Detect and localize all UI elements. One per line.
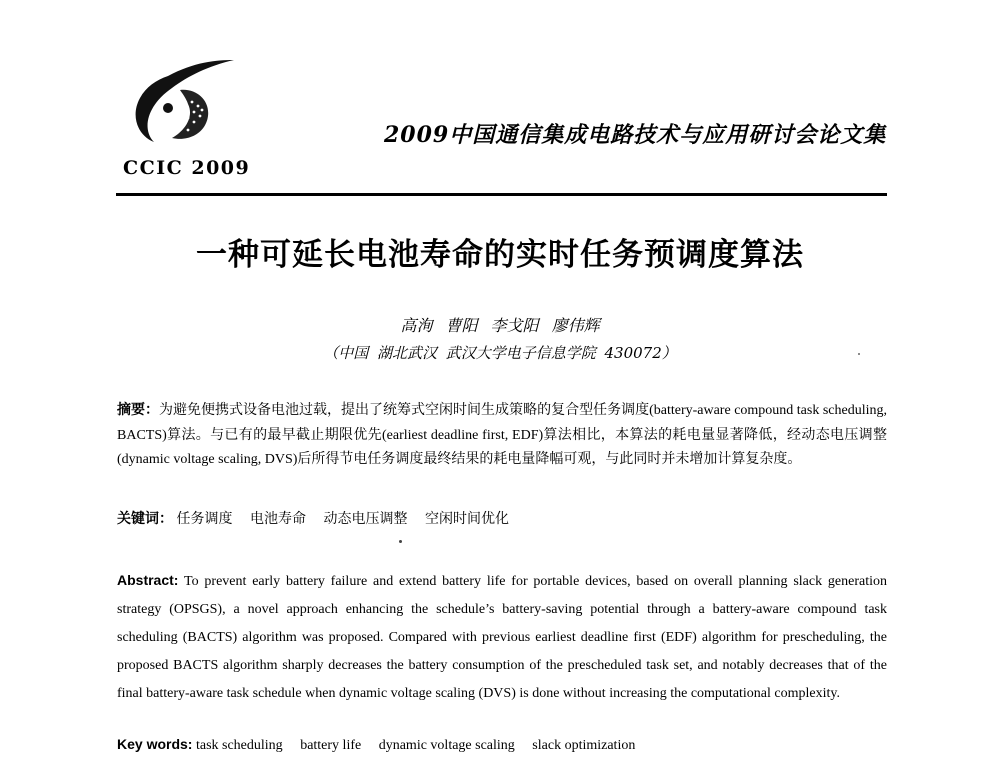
author-list bbox=[0, 313, 1000, 336]
ccic-logo bbox=[124, 60, 234, 150]
keywords-en-label: Key words: bbox=[117, 736, 193, 752]
paper-title: 一种可延长电池寿命的实时任务预调度算法 bbox=[196, 237, 804, 273]
author: 廖伟辉 bbox=[551, 316, 600, 335]
logo-caption: CCIC 2009 bbox=[123, 157, 251, 179]
keywords-cn bbox=[117, 508, 887, 528]
logo-globe bbox=[172, 90, 208, 139]
header-rule bbox=[116, 193, 887, 196]
abstract-cn-text: 为避免便携式设备电池过载，提出了统筹式空闲时间生成策略的复合型任务调度(battery-aware compound task scheduling, BACTS)算法。与已有的最早截止期限优先(earliest deadline first, EDF)算法相比，本算法的耗电量显著降低，经动态电压调整(dynamic voltage scaling, DVS)后所得节电任务调度最终结果的耗电量降幅可观，与此同时并未增加计算复杂度。 bbox=[117, 403, 888, 467]
affiliation: （中国 湖北武汉 武汉大学电子信息学院 430072） bbox=[323, 344, 677, 362]
keyword-item: 空闲时间优化 bbox=[425, 512, 509, 527]
keyword-item: 动态电压调整 bbox=[323, 512, 408, 527]
speck bbox=[858, 353, 860, 355]
proceedings-title: 2009中国通信集成电路技术与应用研讨会论文集 bbox=[384, 122, 887, 148]
keyword-item: 电池寿命 bbox=[250, 512, 306, 527]
keywords-en bbox=[117, 736, 887, 754]
author: 曹阳 bbox=[445, 316, 478, 335]
keyword-item: slack optimization bbox=[532, 738, 636, 753]
speck bbox=[399, 540, 402, 543]
keywords-cn-label: 关键词： bbox=[117, 511, 173, 527]
keyword-item: dynamic voltage scaling bbox=[378, 738, 515, 753]
abstract-cn-label: 摘要： bbox=[117, 402, 160, 418]
keyword-item: task scheduling bbox=[195, 738, 283, 753]
keyword-item: 任务调度 bbox=[176, 512, 233, 527]
abstract-cn bbox=[117, 398, 887, 473]
abstract-en-label: Abstract: bbox=[117, 572, 179, 588]
abstract-en-text: To prevent early battery failure and extend battery life for portable devices, based on overall planning slack generation strategy (OPSGS), a novel approach enhancing the schedule’s battery-saving potential through a battery-aware compound task scheduling (BACTS) algorithm was proposed. Compared with previous earliest deadline first (EDF) algorithm for prescheduling, the proposed BACTS algorithm sharply decreases the battery consumption of the prescheduled task set, and notably decreases that of the final battery-aware task schedule when dynamic voltage scaling (DVS) is done without increasing the computational complexity. bbox=[117, 574, 888, 701]
author: 高洵 bbox=[400, 316, 433, 335]
abstract-en bbox=[117, 566, 887, 708]
logo-dot bbox=[163, 103, 173, 113]
keyword-item: battery life bbox=[300, 738, 362, 753]
author: 李戈阳 bbox=[490, 316, 539, 335]
